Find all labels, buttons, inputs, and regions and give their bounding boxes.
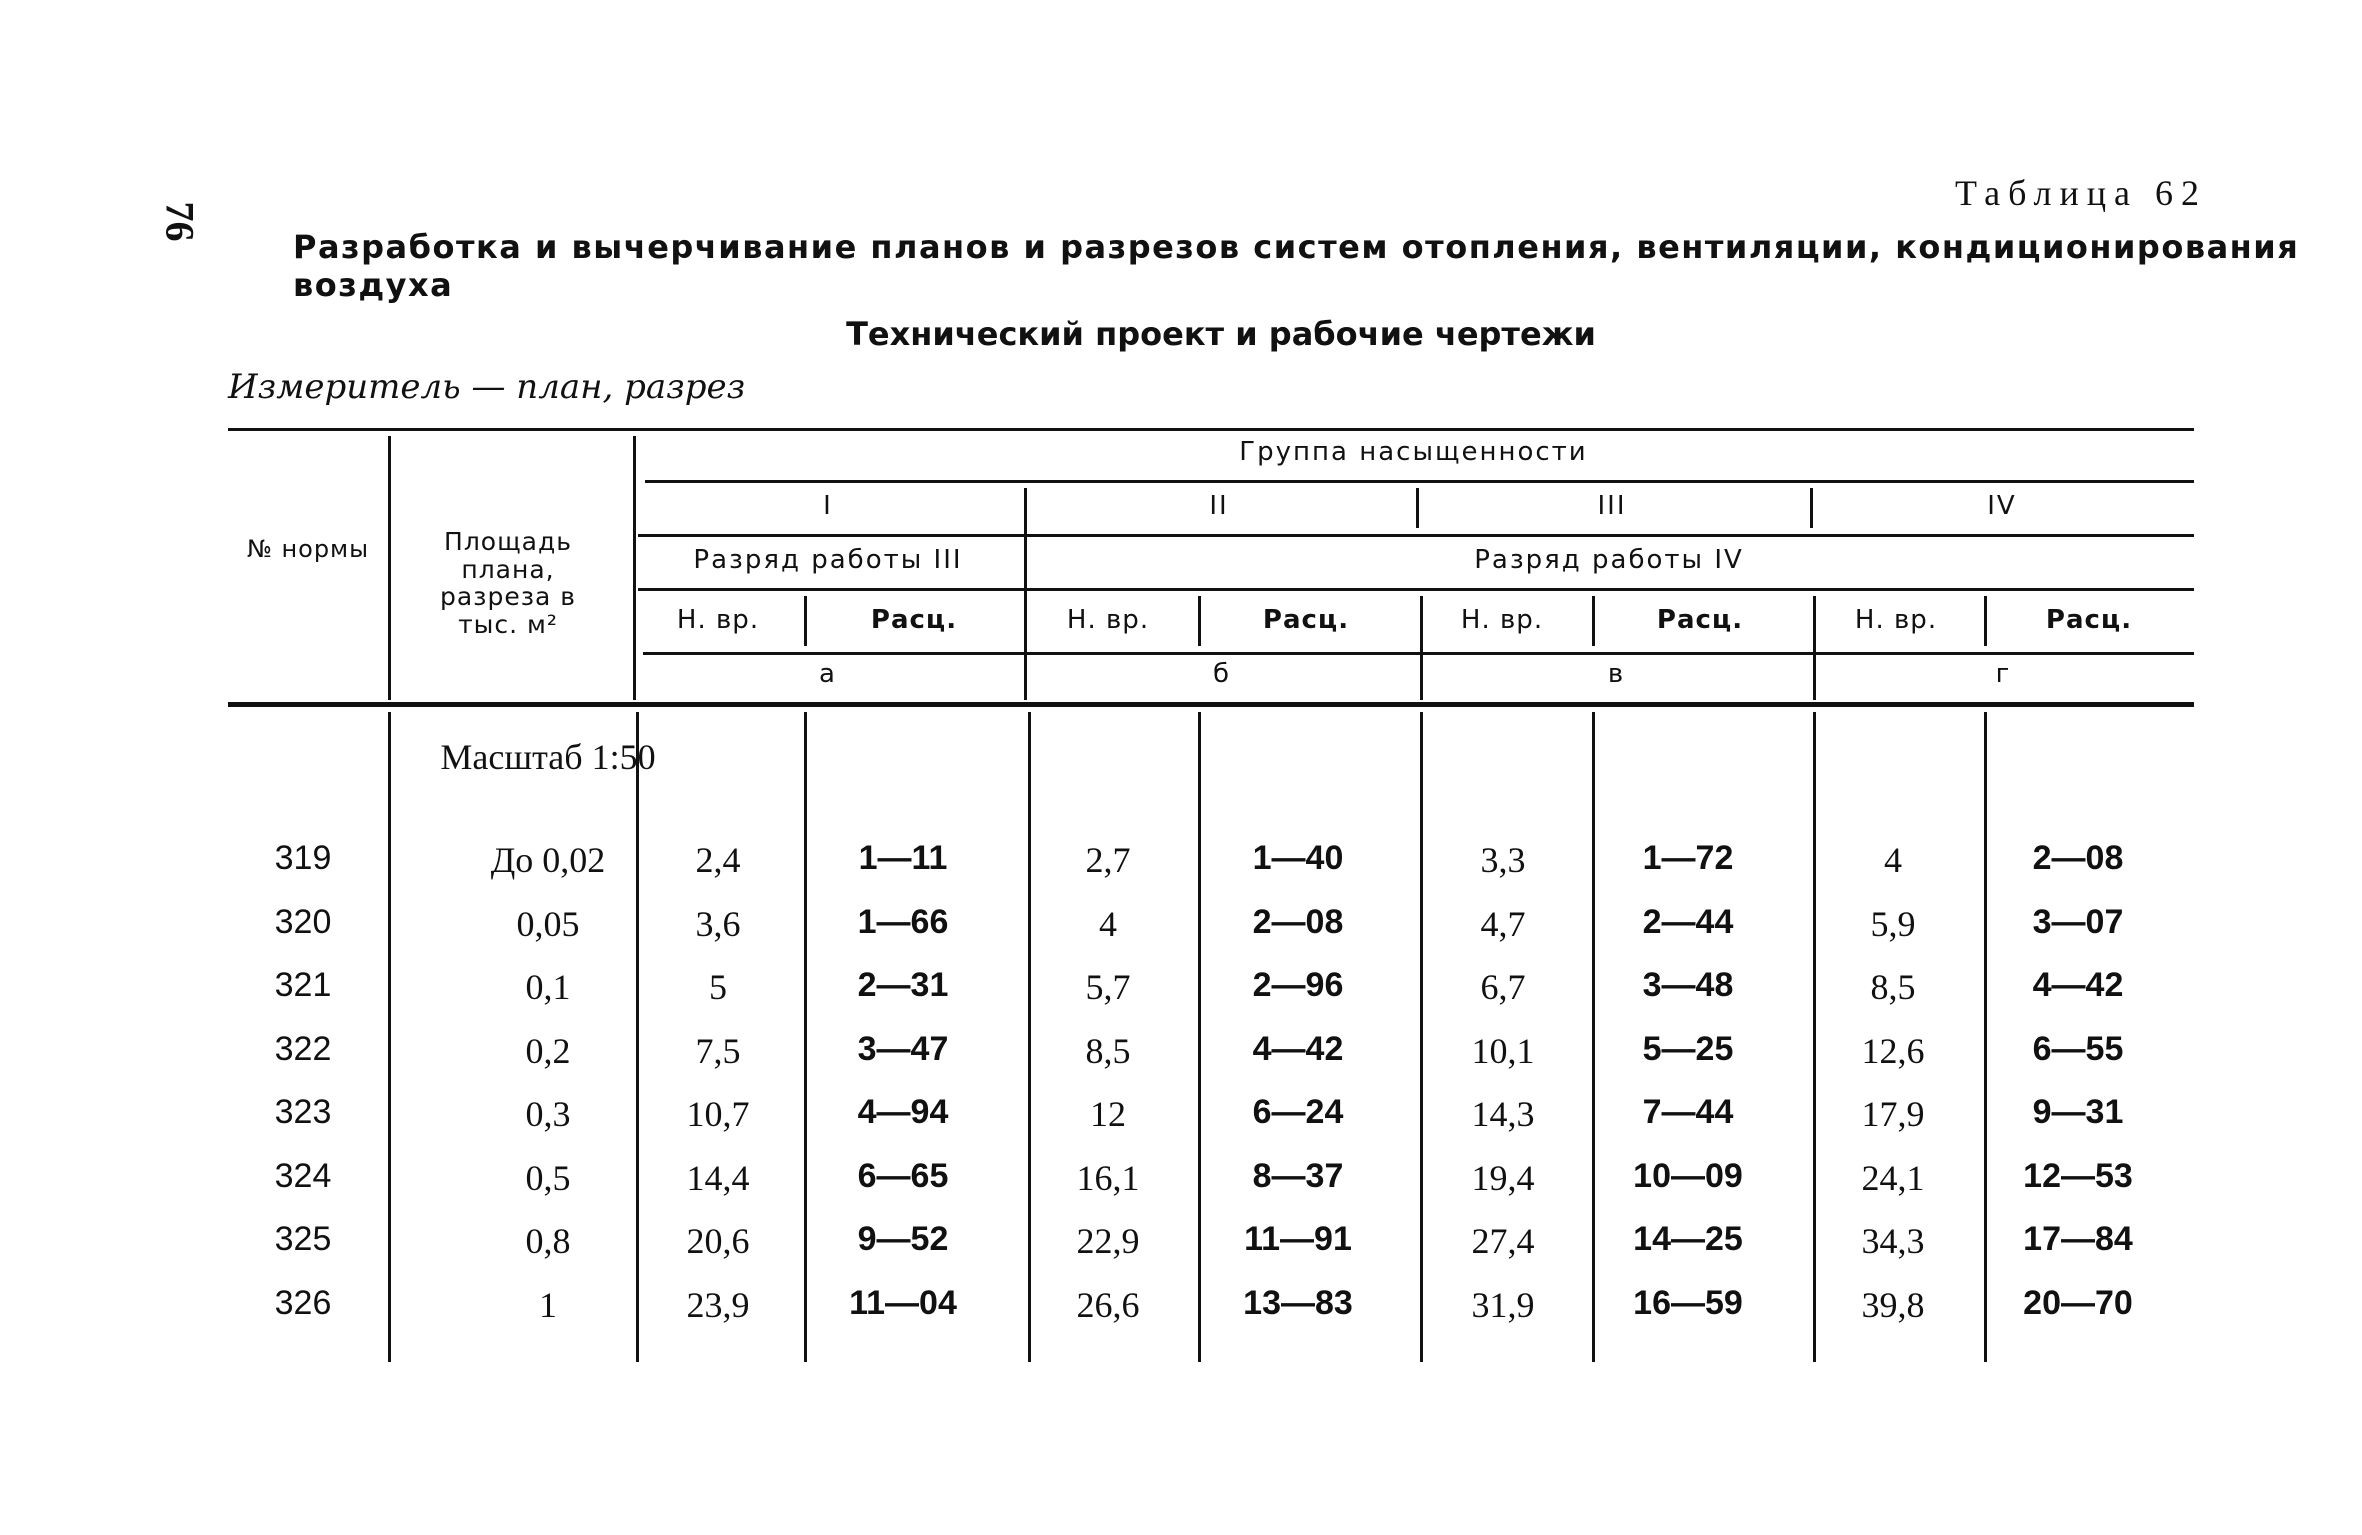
cell-d-rasc: 20—70 <box>2023 1283 2133 1322</box>
table-subtitle: Технический проект и рабочие чертежи <box>846 315 1596 353</box>
cell-c-nvr: 4,7 <box>1480 903 1526 944</box>
header-nvr-d: Н. вр. <box>1854 605 1938 635</box>
cell-a-rasc: 3—47 <box>857 1029 949 1068</box>
cell-b-nvr: 8,5 <box>1085 1030 1131 1071</box>
header-rule <box>645 480 2194 483</box>
cell-b-rasc: 4—42 <box>1252 1029 1344 1068</box>
header-rule <box>638 588 2194 591</box>
header-rasc-a: Расц. <box>870 605 958 635</box>
cell-a-nvr: 2,4 <box>695 840 741 880</box>
cell-a-rasc: 11—04 <box>849 1283 957 1322</box>
cell-c-rasc: 10—09 <box>1633 1156 1743 1195</box>
cell-d-rasc: 12—53 <box>2023 1156 2133 1195</box>
header-rasc-b: Расц. <box>1262 605 1350 635</box>
header-letter-c: в <box>1607 659 1626 689</box>
cell-a-nvr: 23,9 <box>686 1284 750 1325</box>
cell-d-rasc: 6—55 <box>2032 1029 2124 1068</box>
table-row <box>228 903 2194 963</box>
header-letter-b: б <box>1212 659 1232 689</box>
header-rank-iii: Разряд работы III <box>693 545 963 575</box>
header-divider <box>388 436 391 700</box>
table-header <box>228 428 2194 708</box>
cell-b-nvr: 22,9 <box>1076 1221 1140 1261</box>
header-letter-a: а <box>819 659 837 689</box>
cell-b-nvr: 2,7 <box>1085 840 1131 880</box>
cell-b-rasc: 13—83 <box>1243 1283 1353 1322</box>
cell-num: 323 <box>274 1093 332 1131</box>
header-rule <box>643 652 2194 655</box>
header-nvr-c: Н. вр. <box>1460 605 1544 635</box>
cell-b-nvr: 12 <box>1090 1094 1126 1134</box>
scale-label: Масштаб 1:50 <box>440 737 656 777</box>
cell-num: 321 <box>274 966 332 1004</box>
cell-b-nvr: 26,6 <box>1076 1284 1140 1325</box>
cell-area: До 0,02 <box>490 840 606 880</box>
cell-d-rasc: 17—84 <box>2023 1220 2133 1258</box>
cell-a-nvr: 7,5 <box>695 1030 741 1071</box>
header-norm-number: № нормы <box>246 535 370 563</box>
cell-d-nvr: 24,1 <box>1861 1157 1925 1198</box>
cell-c-rasc: 16—59 <box>1633 1283 1743 1322</box>
cell-d-nvr: 39,8 <box>1861 1284 1925 1325</box>
cell-c-rasc: 7—44 <box>1642 1093 1734 1131</box>
cell-d-rasc: 4—42 <box>2032 966 2124 1004</box>
cell-area: 0,3 <box>525 1094 571 1134</box>
cell-d-nvr: 8,5 <box>1870 967 1916 1007</box>
cell-d-nvr: 5,9 <box>1870 903 1916 944</box>
cell-a-rasc: 6—65 <box>857 1156 949 1195</box>
table-row <box>228 839 2194 899</box>
cell-c-nvr: 14,3 <box>1471 1094 1535 1134</box>
header-rasc-d: Расц. <box>2045 605 2133 635</box>
cell-a-rasc: 4—94 <box>857 1093 949 1131</box>
header-rank-iv: Разряд работы IV <box>1474 545 1744 575</box>
page-number: 76 <box>157 201 203 242</box>
header-rule <box>638 534 2194 537</box>
cell-d-rasc: 9—31 <box>2032 1093 2124 1131</box>
cell-c-rasc: 1—72 <box>1642 839 1734 877</box>
cell-c-nvr: 31,9 <box>1471 1284 1535 1325</box>
cell-a-nvr: 3,6 <box>695 903 741 944</box>
cell-b-nvr: 4 <box>1099 903 1117 944</box>
header-saturation-group: Группа насыщенности <box>1239 437 1588 467</box>
header-nvr-b: Н. вр. <box>1066 605 1150 635</box>
cell-d-nvr: 34,3 <box>1861 1221 1925 1261</box>
cell-num: 326 <box>274 1283 332 1322</box>
header-group-iv: IV <box>1987 491 2017 521</box>
cell-area: 0,1 <box>525 967 571 1007</box>
cell-b-rasc: 6—24 <box>1252 1093 1344 1131</box>
cell-b-rasc: 1—40 <box>1252 839 1344 877</box>
cell-a-nvr: 5 <box>709 967 727 1007</box>
cell-b-rasc: 2—96 <box>1252 966 1344 1004</box>
cell-d-nvr: 17,9 <box>1861 1094 1925 1134</box>
table-title: Разработка и вычерчивание планов и разрезов систем отопления, вентиляции, кондиционирования воздуха <box>293 228 2300 304</box>
cell-a-rasc: 1—11 <box>858 839 948 877</box>
header-area: Площадь плана, разреза в тыс. м² <box>439 527 577 639</box>
table-row <box>228 966 2194 1026</box>
cell-b-rasc: 8—37 <box>1252 1156 1344 1195</box>
cell-c-rasc: 5—25 <box>1642 1029 1734 1068</box>
cell-b-rasc: 2—08 <box>1252 902 1344 941</box>
cell-b-rasc: 11—91 <box>1244 1220 1352 1258</box>
cell-num: 320 <box>274 902 332 941</box>
cell-area: 0,2 <box>525 1030 571 1071</box>
cell-a-nvr: 14,4 <box>686 1157 750 1198</box>
cell-num: 319 <box>274 839 332 877</box>
table-row <box>228 1157 2194 1217</box>
header-top-rule <box>228 428 2194 431</box>
cell-area: 0,5 <box>525 1157 571 1198</box>
cell-area: 0,8 <box>525 1221 571 1261</box>
cell-num: 322 <box>274 1029 332 1068</box>
header-letter-d: г <box>1995 659 2012 689</box>
cell-a-rasc: 1—66 <box>857 902 949 941</box>
header-group-iii: III <box>1597 491 1627 521</box>
cell-area: 0,05 <box>516 903 580 944</box>
header-bottom-rule <box>228 702 2194 707</box>
cell-c-nvr: 19,4 <box>1471 1157 1535 1198</box>
unit-of-measure: Измеритель — план, разрез <box>228 367 746 407</box>
cell-c-nvr: 27,4 <box>1471 1221 1535 1261</box>
cell-b-nvr: 16,1 <box>1076 1157 1140 1198</box>
header-rasc-c: Расц. <box>1656 605 1744 635</box>
cell-d-nvr: 12,6 <box>1861 1030 1925 1071</box>
cell-c-nvr: 10,1 <box>1471 1030 1535 1071</box>
cell-d-rasc: 2—08 <box>2032 839 2124 877</box>
cell-c-rasc: 2—44 <box>1642 902 1734 941</box>
header-group-i: I <box>823 491 833 521</box>
cell-b-nvr: 5,7 <box>1085 967 1131 1007</box>
cell-d-rasc: 3—07 <box>2032 902 2124 941</box>
cell-c-rasc: 3—48 <box>1642 966 1734 1004</box>
table-row <box>228 1093 2194 1153</box>
cell-c-rasc: 14—25 <box>1633 1220 1743 1258</box>
table-label: Таблица 62 <box>1955 173 2207 213</box>
cell-a-rasc: 2—31 <box>857 966 949 1004</box>
cell-a-nvr: 20,6 <box>686 1221 750 1261</box>
table-body <box>228 712 2194 1367</box>
cell-c-nvr: 6,7 <box>1480 967 1526 1007</box>
table-row <box>228 1030 2194 1090</box>
cell-a-rasc: 9—52 <box>857 1220 949 1258</box>
cell-a-nvr: 10,7 <box>686 1094 750 1134</box>
header-group-ii: II <box>1209 491 1229 521</box>
cell-d-nvr: 4 <box>1884 840 1902 880</box>
cell-num: 324 <box>274 1156 332 1195</box>
table-row <box>228 1220 2194 1280</box>
cell-c-nvr: 3,3 <box>1480 840 1526 880</box>
header-nvr-a: Н. вр. <box>676 605 760 635</box>
cell-area: 1 <box>539 1284 557 1325</box>
cell-num: 325 <box>274 1220 332 1258</box>
table-row <box>228 1284 2194 1344</box>
